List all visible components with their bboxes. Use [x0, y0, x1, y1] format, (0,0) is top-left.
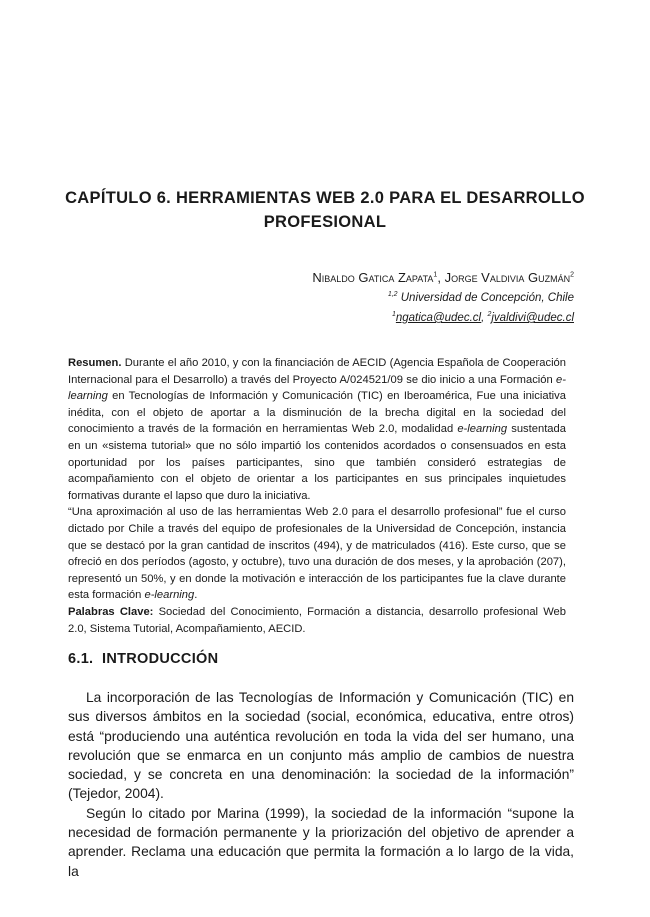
abstract-p1-e: sustentada en un «sistema tutorial» que no sólo impartió los contenidos acordados o consensuados en esta oportunidad por los países participantes, sino que también consideró estrategias de acompañamiento con el objeto de orientar a los participantes en sus principales inquietudes formativas durante el lapso que duro la iniciativa.: [68, 423, 566, 502]
abstract-p1-a: Durante el año 2010, y con la financiación de AECID (Agencia Española de Cooperación Internacional para el Desarrollo) a través del Proyecto A/024521/09 se dio inicio a una Formación: [68, 357, 566, 386]
affiliation-sup: 1,2: [387, 291, 398, 299]
chapter-title-line-2: PROFESIONAL: [263, 213, 387, 231]
author-names: [312, 268, 574, 288]
abstract-p2-a: “Una aproximación al uso de las herramientas Web 2.0 para el desarrollo profesional” fue el curso dictado por Chile a través del equipo de profesionales de la Universidad de Concepción, instancia que se destacó por la gran cantidad de inscritos (494), y de matriculados (416). Este curso, que se ofreció en dos períodos (agosto, y octubre), tuvo una duración de dos meses, y la aprobación (207), representó un 50%, y en donde la motivación e interacción de los participantes fue la clave durante esta formación: [68, 506, 566, 602]
abstract-paragraph-2: [68, 504, 566, 604]
email-link-2[interactable]: jvaldivi@udec.cl: [491, 312, 574, 324]
keywords-paragraph: [68, 604, 566, 637]
abstract-p2-b: e-learning: [144, 589, 195, 602]
body-paragraph-1: La incorporación de las Tecnologías de Información y Comunicación (TIC) en sus diversos ámbitos en la sociedad (social, económica, educativa, entre otros) está “produciendo una auténtica revolución en toda la vida del ser humano, una revolución que se enmarca en un conjunto más amplio de cambios de nuestra sociedad, y se concreta en una denominación: la sociedad de la información” (Tejedor, 2004).: [68, 690, 574, 802]
email-link-1[interactable]: ngatica@udec.cl: [395, 312, 482, 324]
body-text: [68, 688, 574, 881]
abstract-p1-c: en Tecnologías de Información y Comunicación (TIC) en Iberoamérica, Fue una iniciativa inédita, con el objeto de aportar a la disminución de la brecha digital en la sociedad del conocimiento a través de la formación en herramientas Web 2.0, modalidad: [68, 390, 566, 436]
section-heading: [68, 651, 218, 667]
email-1-sup: 1: [391, 311, 396, 319]
author-separator: ,: [437, 270, 445, 285]
author-1-name: Nibaldo Gatica Zapata: [312, 270, 434, 285]
section-title: INTRODUCCIÓN: [102, 651, 219, 667]
author-emails: [312, 308, 574, 328]
author-2-name: Jorge Valdivia Guzmán: [444, 270, 571, 285]
abstract-p1-d: e-learning: [457, 423, 508, 436]
abstract-p1-b: e-learning: [68, 373, 566, 403]
affiliation-text: Universidad de Concepción, Chile: [400, 292, 574, 304]
author-affiliation: [312, 288, 574, 308]
chapter-title: [60, 186, 590, 234]
chapter-title-line-1: CAPÍTULO 6. HERRAMIENTAS WEB 2.0 PARA EL DESARROLLO: [65, 189, 585, 207]
abstract-p2-c: .: [194, 589, 198, 602]
abstract-paragraph-1: [68, 355, 566, 504]
email-separator: ,: [481, 312, 488, 324]
abstract-label: Resumen.: [68, 357, 122, 369]
author-1-sup: 1: [433, 271, 438, 279]
section-number: 6.1.: [68, 651, 94, 667]
author-block: [312, 268, 574, 328]
keywords-label: Palabras Clave:: [68, 605, 154, 618]
abstract-block: [68, 355, 566, 637]
author-2-sup: 2: [570, 271, 574, 279]
email-2-sup: 2: [487, 311, 492, 319]
keywords-text: Sociedad del Conocimiento, Formación a distancia, desarrollo profesional Web 2.0, Sistema Tutorial, Acompañamiento, AECID.: [68, 605, 566, 635]
body-paragraph-2: Según lo citado por Marina (1999), la sociedad de la información “supone la necesidad de formación permanente y la priorización del objetivo de aprender a aprender. Reclama una educación que permita la formación a lo largo de la vida, la: [68, 805, 574, 879]
